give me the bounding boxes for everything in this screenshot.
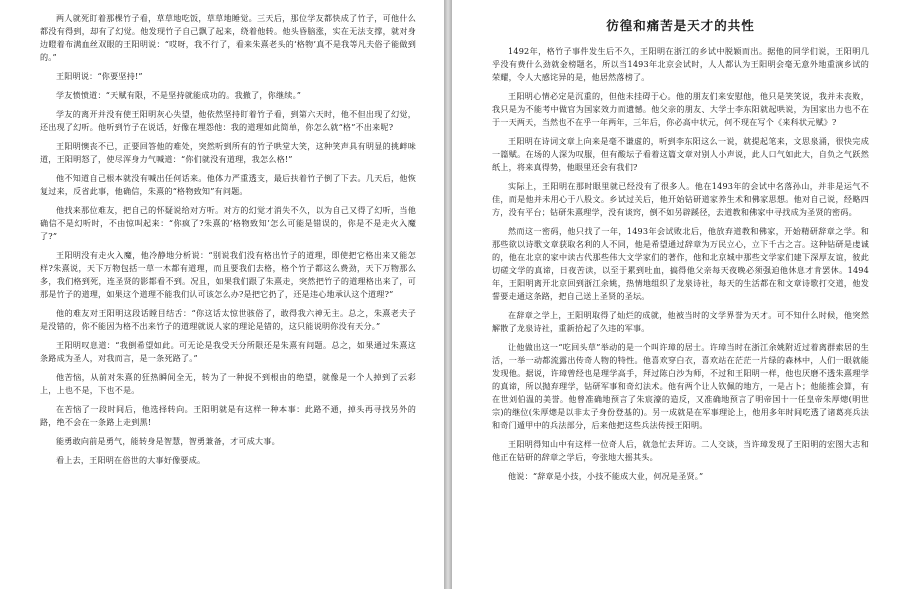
left-page-body xyxy=(40,12,416,467)
paragraph: 他说：“辞章是小技，小技不能成大业，何况是圣贤。” xyxy=(508,471,704,481)
paragraph: 在辞章之学上，王阳明取得了灿烂的成就，他被当时的文学界誉为天才。可不知什么时候，他突然解散了龙泉诗社，重新拾起了久违的军事。 xyxy=(492,310,869,333)
paragraph: 王阳明心情必定是沉重的，但他未挂碍于心。他的朋友们来安慰他，他只是笑笑说，我并未丧败，我只是为不能考中做官为国家效力而遗憾。他父亲的朋友、大学士李东阳就起哄说，为国家出力也不在于一天两天，当然也不在乎一年两年，三年后，你必高中状元，何不现在写个《来科状元赋》? xyxy=(492,91,869,127)
paragraph: 学友的离开并没有使王阳明灰心失望，他依然坚持盯着竹子看，到第六天时，他不但出现了幻觉，还出现了幻听。他听到竹子在说话，好像在埋怨他：我的道理如此简单，你怎么就“格”不出来呢? xyxy=(40,109,416,132)
paragraph: 实际上，王阳明在那时眼里就已经没有了很多人。他在1493年的会试中名落孙山，并非是运气不佳，而是他并未用心于八股文。乡试过关后，他开始钻研道家养生术和佛家思想。他对自己说，经略四方，没有平台；钻研朱熹理学，没有谈窍，倒不如另辟蹊径，去道教和佛家中寻找成为圣贤的密码。 xyxy=(492,181,869,217)
paragraph: 能勇敢向前是勇气，能转身是智慧，智勇兼备，才可成大事。 xyxy=(56,436,280,446)
paragraph: 1492年，格竹子事件发生后不久，王阳明在浙江的乡试中脱颖而出。据他的同学们说，王阳明几乎没有费什么劲就金榜题名，所以当1493年北京会试时，人人都认为王阳明会毫无意外地重演乡试的荣耀，令人大感诧异的是，他居然落榜了。 xyxy=(492,46,869,82)
paragraph: 学友愤愤道：“天赋有限，不是坚持就能成功的。我撤了，你继续。” xyxy=(56,90,302,100)
paragraph: 王阳明懊丧不已，正要回答他的难处，突然听到所有的竹子哄堂大笑，这种笑声具有明显的挑衅味道，王阳明怒了，使尽浑身力气喊道：“你们就没有道理，我怎么格!” xyxy=(40,141,416,164)
paragraph: 然而这一密码，他只找了一年，1493年会试败北后，他放弃道教和佛家，开始精研辞章之学。和那些欲以诗歌文章获取名利的人不同，他是希望通过辞章为万民立心，立下千古之言。这种钻研是虔诚的，他在北京的家中读古代那些伟大文学家们的著作，他和北京城中那些文学家们建下深厚友谊，彼此切磋文学的真谛，日夜苦读，以至于累到吐血，搞得他父亲每天夜晚必须强迫他休息才肯罢休。1494年，王阳明离开北京回到浙江余姚，热情地组织了龙泉诗社，每天的生活都在和文章诗歌打交道，他发誓要走通这条路，把自己送上圣贤的圣坛。 xyxy=(492,226,869,301)
chapter-title: 彷徨和痛苦是天才的共性 xyxy=(606,18,755,33)
paragraph: 他的难友对王阳明这段话瞠目结舌：“你这话太惊世骇俗了，敢得我六神无主。总之，朱熹老夫子是没错的，你不能因为格不出来竹子的道理就说人家的理论是错的，这只能说明你没有天分。” xyxy=(40,308,416,331)
paragraph: 王阳明说：“你要坚持!” xyxy=(56,71,143,81)
paragraph: 两人就死盯着那棵竹子看，草草地吃饭，草草地睡觉。三天后，那位学友都快成了竹子，可他什么都没有得到，却有了幻觉。他发现竹子自己飘了起来，绕着他转。他头昏脑涨，实在无法支撑，就对身边瞪着布满血丝双眼的王阳明说：“哎呀，我不行了，看来朱熹老头的‘格物’真不是我等凡夫俗子能做到的。” xyxy=(40,13,416,62)
paragraph: 看上去，王阳明在俗世的大事好像要成。 xyxy=(56,455,206,465)
paragraph: 王阳明没有走火入魔，他冷静地分析说：“别说我们没有格出竹子的道理，即使把它格出来又能怎样?朱熹说，天下万物包括一草一木都有道理，而且要我们去格，格个竹子都这么费劲，天下万物那么多，我们格到死，连圣贤的影都看不到。况且，如果我们跟了朱熹走，突然把竹子的道理格出来了，可那是竹子的道理，如果这个道理不能我们认可该怎么办?是把它扔了，还是违心地承认这个道理?” xyxy=(40,250,416,299)
right-page xyxy=(452,0,899,589)
right-page-body xyxy=(492,45,869,483)
left-page xyxy=(0,0,444,589)
paragraph: 王阳明得知山中有这样一位奇人后，就急忙去拜访。二人交谈，当许璋发现了王阳明的宏图大志和他正在钻研的辞章之学后，夸张地大摇其头。 xyxy=(492,439,869,462)
page-gutter xyxy=(444,0,452,589)
paragraph: 让他做出这一“吃回头草”举动的是一个叫许璋的居士。许璋当时在浙江余姚附近过着离群索居的生活，一举一动都流露出传奇人物的特性。他喜欢穿白衣，喜欢站在茫茫一片绿的森林中，人们一眼就能发现他。据说，许璋曾经也是理学高手，拜过陈白沙为师，不过和王阳明一样，他也厌磨不透朱熹理学的真谛，所以抛弃理学，钻研军事和奇幻法术。他有两个让人钦佩的地方，一是占卜；他能推会算，有在世刘伯温的美誉。他曾准确地预言了朱宸濠的造反，又准确地预言了明帝国十一任皇帝朱厚熜(明世宗)的继位(朱厚熜是以非太子身份登基的)。另一成就是在军事理论上，他用多年时间吃透了诸葛亮兵法和奇门遁甲中的兵法部分，后来他把这些兵法传授王阳明。 xyxy=(492,342,869,430)
paragraph: 王阳明叹息道：“我倒希望如此。可无论是我受天分所限还是朱熹有问题。总之，如果通过朱熹这条路成为圣人，对我而言，是一条死路了。” xyxy=(40,340,416,363)
paragraph: 他不知道自己根本就没有喊出任何话来。他体力严重透支，最后扶着竹子倒了下去。几天后，他恢复过来，反省此事，他确信，朱熹的“格物致知”有问题。 xyxy=(40,173,416,196)
paragraph: 在苦恼了一段时间后，他选择转向。王阳明就是有这样一种本事：此路不通，掉头再寻找另外的路，绝不会在一条路上走到黑! xyxy=(40,404,416,427)
paragraph: 他找来那位难友，把自己的怀疑说给对方听。对方的幻觉才消失不久，以为自己又得了幻听，当他确信不是幻听时，不由惊叫起来：“你疯了?朱熹的‘格物致知’怎么可能是错误的，你是不是走火入魔了?” xyxy=(40,205,416,241)
paragraph: 王阳明在诗词文章上向来是毫不谦虚的，听到李东阳这么一说，就提起笔来，文思泉涌，很快完成一篇赋。在场的人深为叹服，但有酸坛子看着这篇文章对别人小声说，此人口气如此大，自负之气跃然纸上，将来真得势，他眼里还会有我们? xyxy=(492,136,869,172)
paragraph: 他苦恼，从前对朱熹的狂热瞬间全无，转为了一种捉不到根由的绝望，就像是一个人掉到了云彩上，上也不是，下也不是。 xyxy=(40,372,416,395)
